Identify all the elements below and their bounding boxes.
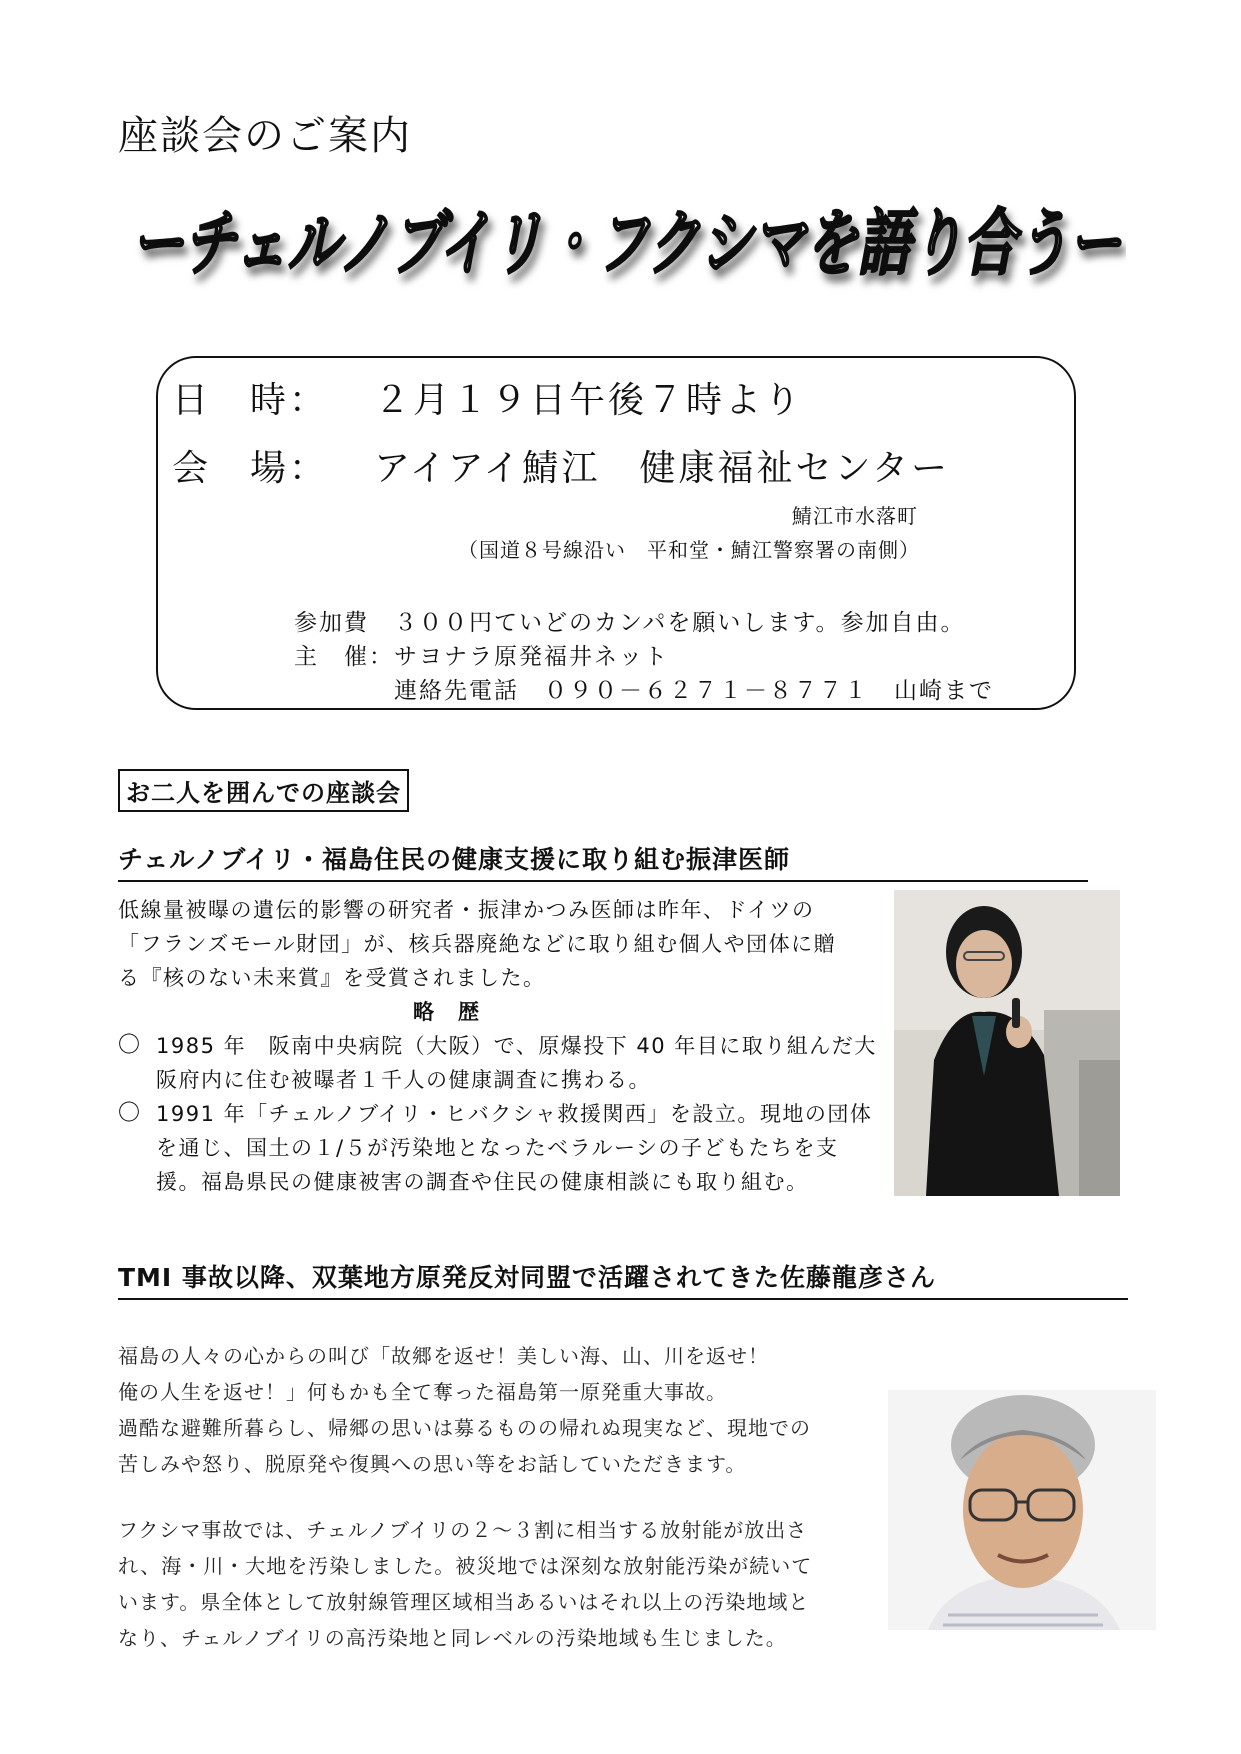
venue-value: アイアイ鯖江 健康福祉センター: [374, 448, 951, 489]
person2-photo: [888, 1390, 1156, 1630]
person2-para1: [118, 1338, 878, 1482]
event-info-box: [156, 356, 1076, 710]
history-line: 阪府内に住む被曝者１千人の健康調査に携わる。: [156, 1068, 651, 1092]
history-item: [118, 1029, 877, 1097]
person1-photo: [894, 890, 1120, 1196]
person1-line: る『核のない未来賞』を受賞されました。: [118, 966, 546, 990]
fee-text: 参加費 ３００円ていどのカンパを願いします。参加自由。: [294, 610, 966, 636]
history-title: 略 歴: [413, 1000, 481, 1024]
venue-label: 会 場：: [172, 448, 329, 489]
section-label: お二人を囲んでの座談会: [118, 769, 409, 812]
person2-line: フクシマ事故では、チェルノブイリの２～３割に相当する放射能が放出さ: [118, 1518, 808, 1542]
address: 鯖江市水落町: [792, 504, 918, 528]
person2-para2: [118, 1512, 878, 1656]
person2-line: 福島の人々の心からの叫び「故郷を返せ！美しい海、山、川を返せ！: [118, 1344, 769, 1368]
person1-line: 「フランズモール財団」が、核兵器廃絶などに取り組む個人や団体に贈: [118, 932, 837, 956]
history-line: 1991 年「チェルノブイリ・ヒバクシャ救援関西」を設立。現地の団体: [156, 1102, 873, 1126]
circle-bullet-icon: 〇: [118, 1033, 142, 1058]
history-item: [118, 1097, 873, 1199]
main-title-art: [126, 190, 1126, 300]
history-line: 1985 年 阪南中央病院（大阪）で、原爆投下 40 年目に取り組んだ大: [156, 1034, 877, 1058]
main-title: [126, 190, 1126, 300]
person1-intro: [118, 893, 877, 1199]
date-label: 日 時：: [172, 380, 329, 421]
directions: （国道８号線沿い 平和堂・鯖江警察署の南側）: [458, 538, 920, 562]
person2-line: れ、海・川・大地を汚染しました。被災地では深刻な放射能汚染が続いて: [118, 1554, 813, 1578]
main-title-text: ーチェルノブイリ・フクシマを語り合うー: [131, 201, 1122, 285]
person2-line: います。県全体として放射線管理区域相当あるいはそれ以上の汚染地域と: [118, 1590, 810, 1614]
history-line: を通じ、国土の１/５が汚染地となったベラルーシの子どもたちを支: [156, 1136, 839, 1160]
contact-text: 連絡先電話 ０９０－６２７１－８７７１ 山崎まで: [394, 678, 994, 704]
history-line: 援。福島県民の健康被害の調査や住民の健康相談にも取り組む。: [156, 1170, 809, 1194]
person1-heading: チェルノブイリ・福島住民の健康支援に取り組む振津医師: [118, 840, 1088, 882]
organizer-text: 主 催：サヨナラ原発福井ネット: [294, 644, 669, 670]
date-value: ２月１９日午後７時より: [374, 380, 804, 421]
person1-line: 低線量被曝の遺伝的影響の研究者・振津かつみ医師は昨年、ドイツの: [118, 898, 815, 922]
circle-bullet-icon: 〇: [118, 1101, 142, 1126]
person2-line: 俺の人生を返せ！」何もかも全て奪った福島第一原発重大事故。: [118, 1380, 727, 1404]
intro-heading: 座談会のご案内: [118, 113, 412, 159]
person2-heading: TMI 事故以降、双葉地方原発反対同盟で活躍されてきた佐藤龍彦さん: [118, 1258, 1128, 1300]
person2-line: 苦しみや怒り、脱原発や復興への思い等をお話していただきます。: [118, 1452, 747, 1476]
person2-line: 過酷な避難所暮らし、帰郷の思いは募るものの帰れぬ現実など、現地での: [118, 1416, 811, 1440]
person2-line: なり、チェルノブイリの高汚染地と同レベルの汚染地域も生じました。: [118, 1626, 787, 1650]
